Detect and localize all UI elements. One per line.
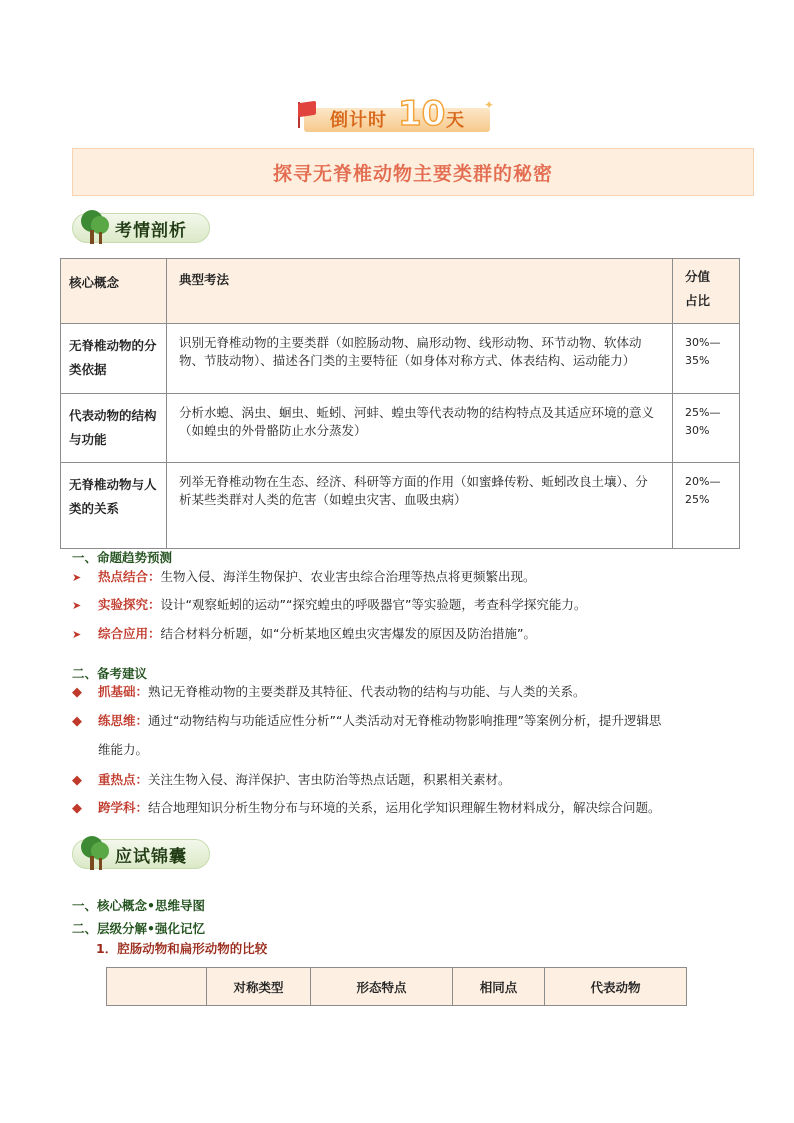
list-item: ➤ 实验探究：设计“观察蚯蚓的运动”“探究蝗虫的呼吸器官”等实验题，考查科学探究能力。 xyxy=(72,595,586,616)
diamond-icon: ◆ xyxy=(72,685,82,700)
countdown-banner xyxy=(298,96,494,140)
row-method: 列举无脊椎动物在生态、经济、科研等方面的作用（如蜜蜂传粉、蚯蚓改良土壤）、分析某些类群对人类的危害（如蝗虫灾害、血吸虫病） xyxy=(167,463,673,549)
list-item: ◆ 抓基础：熟记无脊椎动物的主要类群及其特征、代表动物的结构与功能、与人类的关系。 xyxy=(72,682,586,703)
comparison-table xyxy=(106,967,687,1006)
section-label: 应试锦囊 xyxy=(115,846,187,867)
list-item: ➤ 热点结合：生物入侵、海洋生物保护、农业害虫综合治理等热点将更频繁出现。 xyxy=(72,567,536,588)
header-ratio xyxy=(673,259,740,324)
table-row xyxy=(61,463,740,549)
section-header-tips xyxy=(72,837,210,871)
arrow-icon: ➤ xyxy=(72,599,82,612)
row-ratio: 30%—35% xyxy=(673,324,740,394)
cmp-header-examples: 代表动物 xyxy=(545,968,687,1006)
header-ratio-line2: 占比 xyxy=(685,293,711,308)
analysis-table xyxy=(60,258,740,549)
tree-icon xyxy=(79,208,109,246)
flag-icon xyxy=(298,101,316,118)
section-header-analysis xyxy=(72,211,210,245)
cmp-header-symmetry: 对称类型 xyxy=(207,968,311,1006)
tips-heading-3: 1．腔肠动物和扁形动物的比较 xyxy=(96,941,268,956)
diamond-icon: ◆ xyxy=(72,801,82,816)
list-item: ◆ 重热点：关注生物入侵、海洋保护、害虫防治等热点话题，积累相关素材。 xyxy=(72,770,511,791)
row-ratio: 20%—25% xyxy=(673,463,740,549)
table-row xyxy=(61,394,740,463)
row-method: 分析水螅、涡虫、蛔虫、蚯蚓、河蚌、蝗虫等代表动物的结构特点及其适应环境的意义（如蝗虫的外骨骼防止水分蒸发） xyxy=(167,394,673,463)
diamond-icon: ◆ xyxy=(72,714,82,729)
trend-heading: 一、命题趋势预测 xyxy=(72,550,173,565)
list-item: ◆ 跨学科：结合地理知识分析生物分布与环境的关系，运用化学知识理解生物材料成分，解决综合问题。 xyxy=(72,798,661,819)
sparkle-icon: ✦ xyxy=(483,98,494,112)
countdown-suffix: 天 xyxy=(446,110,464,131)
row-method: 识别无脊椎动物的主要类群（如腔肠动物、扁形动物、线形动物、环节动物、软体动物、节肢动物）、描述各门类的主要特征（如身体对称方式、体表结构、运动能力） xyxy=(167,324,673,394)
countdown-number: 10 xyxy=(398,94,446,134)
tips-heading-1: 一、核心概念•思维导图 xyxy=(72,898,205,913)
tips-heading-2: 二、层级分解•强化记忆 xyxy=(72,921,205,936)
header-method: 典型考法 xyxy=(167,259,673,324)
table-header-row xyxy=(61,259,740,324)
row-concept: 无脊椎动物与人类的关系 xyxy=(61,463,167,549)
section-pill xyxy=(72,213,210,243)
advice-heading: 二、备考建议 xyxy=(72,666,148,681)
title-box xyxy=(72,148,754,196)
row-ratio: 25%—30% xyxy=(673,394,740,463)
row-concept: 无脊椎动物的分类依据 xyxy=(61,324,167,394)
list-item: ◆ 练思维：通过“动物结构与功能适应性分析”“人类活动对无脊椎动物影响推理”等案例分析，提升逻辑思 维能力。 xyxy=(72,713,662,757)
section-label: 考情剖析 xyxy=(115,220,187,241)
arrow-icon: ➤ xyxy=(72,571,82,584)
cmp-header-morphology: 形态特点 xyxy=(311,968,453,1006)
tree-icon xyxy=(79,834,109,872)
cmp-header-common: 相同点 xyxy=(453,968,545,1006)
arrow-icon: ➤ xyxy=(72,628,82,641)
row-concept: 代表动物的结构与功能 xyxy=(61,394,167,463)
header-concept: 核心概念 xyxy=(61,259,167,324)
page-title: 探寻无脊椎动物主要类群的秘密 xyxy=(272,162,553,185)
diamond-icon: ◆ xyxy=(72,773,82,788)
header-ratio-line1: 分值 xyxy=(685,269,711,284)
list-item: ➤ 综合应用：结合材料分析题，如“分析某地区蝗虫灾害爆发的原因及防治措施”。 xyxy=(72,624,536,645)
table-header-row xyxy=(107,968,687,1006)
section-pill xyxy=(72,839,210,869)
cmp-header-blank xyxy=(107,968,207,1006)
countdown-prefix: 倒计时 xyxy=(330,110,387,131)
table-row xyxy=(61,324,740,394)
